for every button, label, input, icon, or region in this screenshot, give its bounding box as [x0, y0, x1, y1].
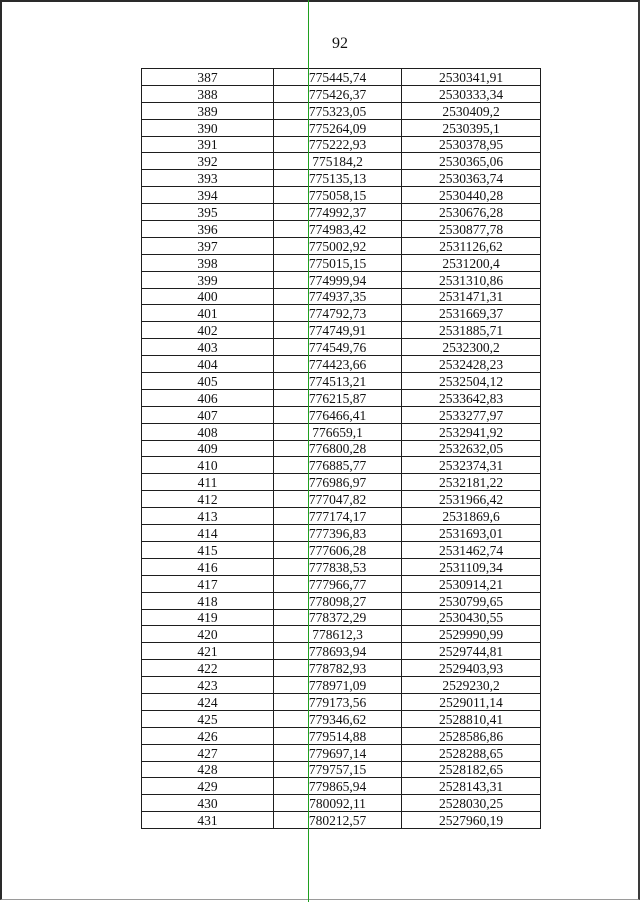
- table-row: [142, 153, 541, 170]
- x-coordinate-cell: 779697,14: [274, 744, 402, 761]
- x-coordinate-cell: 779514,88: [274, 727, 402, 744]
- table-row: [142, 643, 541, 660]
- point-number-cell: 414: [142, 525, 274, 542]
- table-row: [142, 423, 541, 440]
- x-coordinate-cell: 774749,91: [274, 322, 402, 339]
- x-coordinate-cell: 778612,3: [274, 626, 402, 643]
- x-coordinate-cell: 780212,57: [274, 812, 402, 829]
- table-row: [142, 812, 541, 829]
- point-number-cell: 396: [142, 221, 274, 238]
- table-row: [142, 575, 541, 592]
- point-number-cell: 407: [142, 406, 274, 423]
- table-row: [142, 204, 541, 221]
- table-row: [142, 727, 541, 744]
- point-number-cell: 403: [142, 339, 274, 356]
- point-number-cell: 388: [142, 85, 274, 102]
- y-coordinate-cell: 2532941,92: [402, 423, 541, 440]
- point-number-cell: 431: [142, 812, 274, 829]
- table-row: [142, 440, 541, 457]
- x-coordinate-cell: 776885,77: [274, 457, 402, 474]
- y-coordinate-cell: 2530365,06: [402, 153, 541, 170]
- x-coordinate-cell: 775058,15: [274, 187, 402, 204]
- x-coordinate-cell: 778782,93: [274, 660, 402, 677]
- point-number-cell: 418: [142, 592, 274, 609]
- x-coordinate-cell: 776986,97: [274, 474, 402, 491]
- x-coordinate-cell: 776659,1: [274, 423, 402, 440]
- table-row: [142, 305, 541, 322]
- x-coordinate-cell: 779173,56: [274, 693, 402, 710]
- x-coordinate-cell: 775002,92: [274, 237, 402, 254]
- point-number-cell: 417: [142, 575, 274, 592]
- y-coordinate-cell: 2531471,31: [402, 288, 541, 305]
- green-guide-line: [308, 0, 310, 902]
- y-coordinate-cell: 2529403,93: [402, 660, 541, 677]
- y-coordinate-cell: 2530440,28: [402, 187, 541, 204]
- x-coordinate-cell: 775222,93: [274, 136, 402, 153]
- table-row: [142, 170, 541, 187]
- table-row: [142, 389, 541, 406]
- x-coordinate-cell: 774983,42: [274, 221, 402, 238]
- table-row: [142, 406, 541, 423]
- point-number-cell: 424: [142, 693, 274, 710]
- y-coordinate-cell: 2528586,86: [402, 727, 541, 744]
- point-number-cell: 427: [142, 744, 274, 761]
- table-row: [142, 69, 541, 86]
- y-coordinate-cell: 2531885,71: [402, 322, 541, 339]
- table-row: [142, 187, 541, 204]
- y-coordinate-cell: 2533642,83: [402, 389, 541, 406]
- y-coordinate-cell: 2530378,95: [402, 136, 541, 153]
- table-row: [142, 795, 541, 812]
- y-coordinate-cell: 2530430,55: [402, 609, 541, 626]
- x-coordinate-cell: 779865,94: [274, 778, 402, 795]
- x-coordinate-cell: 775015,15: [274, 254, 402, 271]
- y-coordinate-cell: 2529230,2: [402, 677, 541, 694]
- x-coordinate-cell: 774549,76: [274, 339, 402, 356]
- point-number-cell: 408: [142, 423, 274, 440]
- y-coordinate-cell: 2529744,81: [402, 643, 541, 660]
- table-row: [142, 609, 541, 626]
- x-coordinate-cell: 774792,73: [274, 305, 402, 322]
- x-coordinate-cell: 777396,83: [274, 525, 402, 542]
- table-row: [142, 356, 541, 373]
- x-coordinate-cell: 775426,37: [274, 85, 402, 102]
- y-coordinate-cell: 2532632,05: [402, 440, 541, 457]
- point-number-cell: 387: [142, 69, 274, 86]
- y-coordinate-cell: 2531462,74: [402, 541, 541, 558]
- y-coordinate-cell: 2530409,2: [402, 102, 541, 119]
- point-number-cell: 419: [142, 609, 274, 626]
- point-number-cell: 391: [142, 136, 274, 153]
- y-coordinate-cell: 2532374,31: [402, 457, 541, 474]
- point-number-cell: 392: [142, 153, 274, 170]
- point-number-cell: 416: [142, 558, 274, 575]
- table-row: [142, 491, 541, 508]
- x-coordinate-cell: 777838,53: [274, 558, 402, 575]
- point-number-cell: 400: [142, 288, 274, 305]
- table-row: [142, 541, 541, 558]
- table-row: [142, 102, 541, 119]
- point-number-cell: 402: [142, 322, 274, 339]
- table-row: [142, 558, 541, 575]
- point-number-cell: 406: [142, 389, 274, 406]
- point-number-cell: 423: [142, 677, 274, 694]
- table-row: [142, 271, 541, 288]
- y-coordinate-cell: 2533277,97: [402, 406, 541, 423]
- table-row: [142, 474, 541, 491]
- y-coordinate-cell: 2530877,78: [402, 221, 541, 238]
- table-row: [142, 525, 541, 542]
- table-row: [142, 592, 541, 609]
- x-coordinate-cell: 776466,41: [274, 406, 402, 423]
- point-number-cell: 397: [142, 237, 274, 254]
- point-number-cell: 425: [142, 710, 274, 727]
- table-row: [142, 660, 541, 677]
- x-coordinate-cell: 775184,2: [274, 153, 402, 170]
- x-coordinate-cell: 774513,21: [274, 373, 402, 390]
- table-row: [142, 136, 541, 153]
- table-row: [142, 778, 541, 795]
- table-row: [142, 119, 541, 136]
- y-coordinate-cell: 2527960,19: [402, 812, 541, 829]
- x-coordinate-cell: 777174,17: [274, 508, 402, 525]
- y-coordinate-cell: 2528182,65: [402, 761, 541, 778]
- table-row: [142, 221, 541, 238]
- y-coordinate-cell: 2530363,74: [402, 170, 541, 187]
- x-coordinate-cell: 775445,74: [274, 69, 402, 86]
- point-number-cell: 430: [142, 795, 274, 812]
- point-number-cell: 421: [142, 643, 274, 660]
- x-coordinate-cell: 776800,28: [274, 440, 402, 457]
- y-coordinate-cell: 2530341,91: [402, 69, 541, 86]
- x-coordinate-cell: 775264,09: [274, 119, 402, 136]
- table-row: [142, 626, 541, 643]
- point-number-cell: 413: [142, 508, 274, 525]
- point-number-cell: 404: [142, 356, 274, 373]
- y-coordinate-cell: 2531669,37: [402, 305, 541, 322]
- y-coordinate-cell: 2531200,4: [402, 254, 541, 271]
- y-coordinate-cell: 2531693,01: [402, 525, 541, 542]
- point-number-cell: 410: [142, 457, 274, 474]
- table-row: [142, 322, 541, 339]
- x-coordinate-cell: 775135,13: [274, 170, 402, 187]
- y-coordinate-cell: 2528143,31: [402, 778, 541, 795]
- y-coordinate-cell: 2530333,34: [402, 85, 541, 102]
- x-coordinate-cell: 780092,11: [274, 795, 402, 812]
- point-number-cell: 399: [142, 271, 274, 288]
- y-coordinate-cell: 2528810,41: [402, 710, 541, 727]
- y-coordinate-cell: 2531109,34: [402, 558, 541, 575]
- y-coordinate-cell: 2530799,65: [402, 592, 541, 609]
- y-coordinate-cell: 2531126,62: [402, 237, 541, 254]
- point-number-cell: 422: [142, 660, 274, 677]
- point-number-cell: 401: [142, 305, 274, 322]
- x-coordinate-cell: 775323,05: [274, 102, 402, 119]
- y-coordinate-cell: 2531966,42: [402, 491, 541, 508]
- y-coordinate-cell: 2530676,28: [402, 204, 541, 221]
- y-coordinate-cell: 2532504,12: [402, 373, 541, 390]
- point-number-cell: 395: [142, 204, 274, 221]
- coordinates-table: [141, 68, 541, 829]
- table-row: [142, 373, 541, 390]
- y-coordinate-cell: 2530914,21: [402, 575, 541, 592]
- table-row: [142, 693, 541, 710]
- page-number: 92: [332, 35, 348, 52]
- x-coordinate-cell: 774999,94: [274, 271, 402, 288]
- x-coordinate-cell: 778098,27: [274, 592, 402, 609]
- table-row: [142, 237, 541, 254]
- table-body: [142, 69, 541, 829]
- point-number-cell: 426: [142, 727, 274, 744]
- y-coordinate-cell: 2530395,1: [402, 119, 541, 136]
- point-number-cell: 412: [142, 491, 274, 508]
- x-coordinate-cell: 778693,94: [274, 643, 402, 660]
- y-coordinate-cell: 2531869,6: [402, 508, 541, 525]
- table-row: [142, 677, 541, 694]
- y-coordinate-cell: 2532300,2: [402, 339, 541, 356]
- x-coordinate-cell: 777047,82: [274, 491, 402, 508]
- y-coordinate-cell: 2532428,23: [402, 356, 541, 373]
- table-row: [142, 744, 541, 761]
- x-coordinate-cell: 777966,77: [274, 575, 402, 592]
- x-coordinate-cell: 774937,35: [274, 288, 402, 305]
- y-coordinate-cell: 2528288,65: [402, 744, 541, 761]
- point-number-cell: 411: [142, 474, 274, 491]
- table-row: [142, 85, 541, 102]
- y-coordinate-cell: 2531310,86: [402, 271, 541, 288]
- x-coordinate-cell: 779757,15: [274, 761, 402, 778]
- point-number-cell: 409: [142, 440, 274, 457]
- point-number-cell: 390: [142, 119, 274, 136]
- x-coordinate-cell: 779346,62: [274, 710, 402, 727]
- y-coordinate-cell: 2528030,25: [402, 795, 541, 812]
- point-number-cell: 405: [142, 373, 274, 390]
- x-coordinate-cell: 774992,37: [274, 204, 402, 221]
- point-number-cell: 420: [142, 626, 274, 643]
- table-row: [142, 761, 541, 778]
- point-number-cell: 398: [142, 254, 274, 271]
- x-coordinate-cell: 774423,66: [274, 356, 402, 373]
- table-row: [142, 508, 541, 525]
- y-coordinate-cell: 2529011,14: [402, 693, 541, 710]
- table-row: [142, 288, 541, 305]
- point-number-cell: 415: [142, 541, 274, 558]
- point-number-cell: 394: [142, 187, 274, 204]
- point-number-cell: 393: [142, 170, 274, 187]
- table-row: [142, 339, 541, 356]
- table-row: [142, 254, 541, 271]
- y-coordinate-cell: 2532181,22: [402, 474, 541, 491]
- point-number-cell: 429: [142, 778, 274, 795]
- table-row: [142, 457, 541, 474]
- x-coordinate-cell: 777606,28: [274, 541, 402, 558]
- x-coordinate-cell: 778971,09: [274, 677, 402, 694]
- y-coordinate-cell: 2529990,99: [402, 626, 541, 643]
- x-coordinate-cell: 776215,87: [274, 389, 402, 406]
- table-row: [142, 710, 541, 727]
- point-number-cell: 389: [142, 102, 274, 119]
- x-coordinate-cell: 778372,29: [274, 609, 402, 626]
- point-number-cell: 428: [142, 761, 274, 778]
